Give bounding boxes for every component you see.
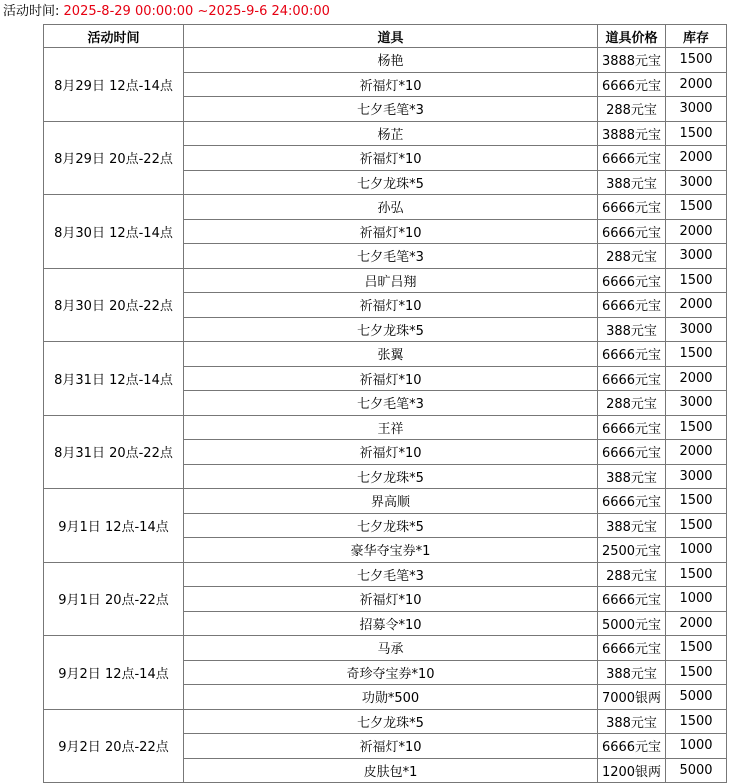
table-row — [44, 709, 727, 734]
item-price-cell: 388元宝 — [598, 660, 666, 685]
item-name-cell: 功勋*500 — [184, 685, 598, 710]
item-price-cell: 3888元宝 — [598, 48, 666, 73]
session-time-cell: 8月29日 20点-22点 — [44, 121, 184, 195]
item-price-cell: 6666元宝 — [598, 342, 666, 367]
item-stock-cell: 2000 — [666, 146, 727, 171]
item-stock-cell: 2000 — [666, 366, 727, 391]
activity-period-label: 活动时间: — [3, 4, 60, 19]
item-price-cell: 7000银两 — [598, 685, 666, 710]
table-row — [44, 48, 727, 73]
item-price-cell: 388元宝 — [598, 513, 666, 538]
session-time-cell: 8月30日 12点-14点 — [44, 195, 184, 269]
item-name-cell: 七夕毛笔*3 — [184, 562, 598, 587]
item-price-cell: 2500元宝 — [598, 538, 666, 563]
activity-period-range: 2025-8-29 00:00:00 ~2025-9-6 24:00:00 — [63, 4, 330, 19]
item-price-cell: 6666元宝 — [598, 146, 666, 171]
session-time-cell: 8月31日 20点-22点 — [44, 415, 184, 489]
item-stock-cell: 1000 — [666, 734, 727, 759]
table-row — [44, 562, 727, 587]
item-stock-cell: 1500 — [666, 268, 727, 293]
item-stock-cell: 1500 — [666, 121, 727, 146]
item-name-cell: 吕旷吕翔 — [184, 268, 598, 293]
item-name-cell: 祈福灯*10 — [184, 366, 598, 391]
table-row — [44, 121, 727, 146]
item-name-cell: 豪华夺宝券*1 — [184, 538, 598, 563]
item-name-cell: 张翼 — [184, 342, 598, 367]
item-price-cell: 6666元宝 — [598, 219, 666, 244]
item-stock-cell: 1500 — [666, 660, 727, 685]
col-header-time: 活动时间 — [44, 25, 184, 48]
item-stock-cell: 3000 — [666, 464, 727, 489]
item-price-cell: 6666元宝 — [598, 440, 666, 465]
item-name-cell: 七夕龙珠*5 — [184, 709, 598, 734]
item-price-cell: 388元宝 — [598, 170, 666, 195]
table-body — [44, 48, 727, 783]
item-price-cell: 6666元宝 — [598, 268, 666, 293]
item-price-cell: 388元宝 — [598, 464, 666, 489]
col-header-stock: 库存 — [666, 25, 727, 48]
table-row — [44, 415, 727, 440]
item-stock-cell: 1500 — [666, 195, 727, 220]
item-name-cell: 七夕龙珠*5 — [184, 170, 598, 195]
item-price-cell: 1200银两 — [598, 758, 666, 783]
item-price-cell: 6666元宝 — [598, 734, 666, 759]
item-stock-cell: 1500 — [666, 709, 727, 734]
session-time-cell: 8月31日 12点-14点 — [44, 342, 184, 416]
table-row — [44, 636, 727, 661]
item-name-cell: 祈福灯*10 — [184, 72, 598, 97]
item-stock-cell: 3000 — [666, 391, 727, 416]
item-name-cell: 祈福灯*10 — [184, 440, 598, 465]
item-stock-cell: 1000 — [666, 587, 727, 612]
table-row — [44, 342, 727, 367]
item-price-cell: 388元宝 — [598, 317, 666, 342]
item-stock-cell: 5000 — [666, 685, 727, 710]
item-price-cell: 6666元宝 — [598, 72, 666, 97]
col-header-price: 道具价格 — [598, 25, 666, 48]
item-name-cell: 皮肤包*1 — [184, 758, 598, 783]
session-time-cell: 9月1日 12点-14点 — [44, 489, 184, 563]
item-name-cell: 界高顺 — [184, 489, 598, 514]
item-name-cell: 七夕龙珠*5 — [184, 317, 598, 342]
item-price-cell: 6666元宝 — [598, 366, 666, 391]
item-name-cell: 杨芷 — [184, 121, 598, 146]
session-time-cell: 9月1日 20点-22点 — [44, 562, 184, 636]
item-price-cell: 6666元宝 — [598, 415, 666, 440]
item-stock-cell: 5000 — [666, 758, 727, 783]
item-stock-cell: 1500 — [666, 48, 727, 73]
item-stock-cell: 1500 — [666, 489, 727, 514]
item-name-cell: 七夕龙珠*5 — [184, 513, 598, 538]
item-name-cell: 孙弘 — [184, 195, 598, 220]
item-name-cell: 祈福灯*10 — [184, 146, 598, 171]
item-name-cell: 马承 — [184, 636, 598, 661]
item-name-cell: 七夕毛笔*3 — [184, 391, 598, 416]
item-stock-cell: 2000 — [666, 440, 727, 465]
item-price-cell: 6666元宝 — [598, 636, 666, 661]
item-name-cell: 祈福灯*10 — [184, 219, 598, 244]
table-row — [44, 268, 727, 293]
item-stock-cell: 3000 — [666, 97, 727, 122]
item-price-cell: 6666元宝 — [598, 489, 666, 514]
item-stock-cell: 3000 — [666, 317, 727, 342]
activity-period — [0, 0, 732, 23]
col-header-item: 道具 — [184, 25, 598, 48]
item-name-cell: 七夕龙珠*5 — [184, 464, 598, 489]
item-price-cell: 6666元宝 — [598, 587, 666, 612]
item-stock-cell: 3000 — [666, 170, 727, 195]
item-price-cell: 288元宝 — [598, 391, 666, 416]
item-name-cell: 祈福灯*10 — [184, 587, 598, 612]
item-stock-cell: 2000 — [666, 72, 727, 97]
item-name-cell: 祈福灯*10 — [184, 734, 598, 759]
item-price-cell: 288元宝 — [598, 97, 666, 122]
item-stock-cell: 1500 — [666, 513, 727, 538]
item-name-cell: 杨艳 — [184, 48, 598, 73]
item-stock-cell: 1500 — [666, 562, 727, 587]
item-name-cell: 七夕毛笔*3 — [184, 97, 598, 122]
session-time-cell: 9月2日 12点-14点 — [44, 636, 184, 710]
item-stock-cell: 2000 — [666, 611, 727, 636]
item-stock-cell: 1500 — [666, 415, 727, 440]
session-time-cell: 8月30日 20点-22点 — [44, 268, 184, 342]
item-name-cell: 招募令*10 — [184, 611, 598, 636]
item-stock-cell: 1500 — [666, 342, 727, 367]
item-price-cell: 6666元宝 — [598, 195, 666, 220]
table-row — [44, 489, 727, 514]
table-row — [44, 195, 727, 220]
schedule-table — [43, 24, 727, 783]
item-stock-cell: 3000 — [666, 244, 727, 269]
item-price-cell: 288元宝 — [598, 562, 666, 587]
session-time-cell: 8月29日 12点-14点 — [44, 48, 184, 122]
item-price-cell: 3888元宝 — [598, 121, 666, 146]
item-stock-cell: 1500 — [666, 636, 727, 661]
table-header-row — [44, 25, 727, 48]
item-stock-cell: 1000 — [666, 538, 727, 563]
item-name-cell: 祈福灯*10 — [184, 293, 598, 318]
item-name-cell: 奇珍夺宝券*10 — [184, 660, 598, 685]
item-price-cell: 288元宝 — [598, 244, 666, 269]
session-time-cell: 9月2日 20点-22点 — [44, 709, 184, 783]
item-price-cell: 388元宝 — [598, 709, 666, 734]
item-stock-cell: 2000 — [666, 293, 727, 318]
item-stock-cell: 2000 — [666, 219, 727, 244]
item-price-cell: 5000元宝 — [598, 611, 666, 636]
item-price-cell: 6666元宝 — [598, 293, 666, 318]
item-name-cell: 七夕毛笔*3 — [184, 244, 598, 269]
item-name-cell: 王祥 — [184, 415, 598, 440]
